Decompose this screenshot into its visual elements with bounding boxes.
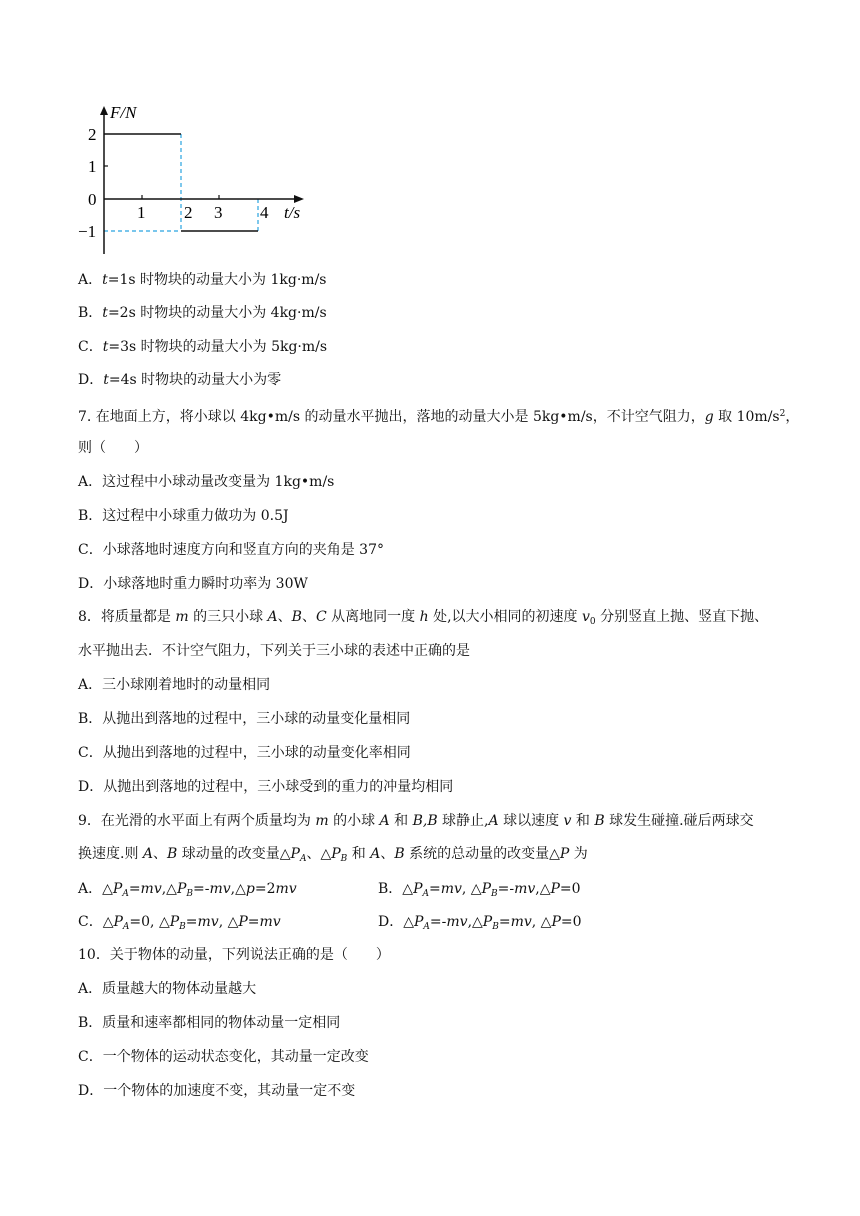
- var-mv: mv: [446, 914, 468, 930]
- var-c: C: [315, 609, 327, 625]
- option-text: =: [128, 881, 141, 897]
- var-p: P: [551, 914, 561, 930]
- subscript: A: [122, 922, 130, 932]
- option-text: =2s 时物块的动量大小为 4kg·m/s: [107, 305, 327, 321]
- var-a: A: [379, 813, 390, 829]
- var-p: P: [413, 881, 423, 897]
- q8-option-a: A．三小球刚着地时的动量相同: [78, 677, 271, 693]
- q10-option-a: A．质量越大的物体动量越大: [78, 981, 257, 997]
- var-mv: mv: [510, 914, 532, 930]
- option-prefix: D．△: [378, 914, 414, 930]
- option-prefix: B．△: [378, 881, 414, 897]
- option-text: , △: [461, 881, 482, 897]
- x-tick-label-3: 3: [214, 203, 223, 222]
- option-prefix: C．△: [78, 914, 114, 930]
- subscript: A: [422, 889, 429, 899]
- var-p: P: [113, 914, 123, 930]
- option-prefix: A．: [78, 272, 103, 288]
- stem-text: 球静止,: [437, 813, 489, 829]
- var-g: g: [704, 409, 714, 425]
- stem-text: 、: [301, 609, 316, 625]
- var-t: t: [102, 272, 108, 288]
- x-tick-label-1: 1: [137, 203, 146, 222]
- stem-text: 、: [380, 846, 395, 862]
- option-text: ,△: [161, 881, 177, 897]
- var-p: P: [482, 914, 493, 930]
- stem-text: 和: [571, 813, 595, 829]
- q7-stem-line1: [78, 404, 799, 427]
- q7-option-a: A．这过程中小球动量改变量为 1kg•m/s: [78, 474, 335, 490]
- option-text: =: [428, 881, 441, 897]
- q6-option-b: [78, 303, 327, 323]
- stem-text: 和: [347, 846, 371, 862]
- var-p: P: [176, 881, 187, 897]
- var-mv: mv: [514, 881, 536, 897]
- subscript: A: [423, 922, 430, 932]
- q8-option-d: D．从抛出到落地的过程中，三小球受到的重力的冲量均相同: [78, 779, 454, 795]
- option-text: =-: [193, 881, 210, 897]
- force-time-graph: [78, 104, 318, 260]
- var-b: B: [167, 846, 178, 862]
- x-tick-label-2: 2: [184, 203, 193, 222]
- var-p: P: [238, 914, 248, 930]
- q7-option-c: C．小球落地时速度方向和竖直方向的夹角是 37°: [78, 542, 384, 558]
- q6-option-c: [78, 337, 327, 357]
- var-p: P: [481, 881, 491, 897]
- var-mv: mv: [275, 881, 297, 897]
- option-text: =3s 时物块的动量大小为 5kg·m/s: [108, 339, 328, 355]
- var-p: p: [245, 881, 255, 897]
- var-t: t: [102, 339, 109, 355]
- option-text: ,△: [467, 914, 483, 930]
- q10-option-c: C．一个物体的运动状态变化，其动量一定改变: [78, 1049, 369, 1065]
- option-prefix: A．△: [78, 881, 113, 897]
- var-m: m: [175, 609, 189, 625]
- var-a: A: [370, 846, 381, 862]
- stem-text: 处,以大小相同的初速度: [428, 609, 582, 625]
- option-text: =: [498, 914, 511, 930]
- var-b: B,B: [412, 813, 438, 829]
- y-tick-label-1: 1: [88, 157, 97, 176]
- q8-stem-line2: 水平抛出去．不计空气阻力，下列关于三小球的表述中正确的是: [78, 643, 470, 659]
- subscript: B: [492, 922, 499, 932]
- var-mv: mv: [140, 881, 162, 897]
- stem-text: 和: [389, 813, 413, 829]
- subscript: A: [299, 854, 307, 864]
- q8-option-b: B．从抛出到落地的过程中，三小球的动量变化量相同: [78, 711, 411, 727]
- var-t: t: [102, 305, 108, 321]
- q9-stem-line1: [78, 811, 754, 831]
- var-v: v: [563, 813, 572, 829]
- q9-option-b: [378, 879, 581, 904]
- option-prefix: D．: [78, 372, 104, 388]
- var-t: t: [103, 372, 109, 388]
- var-mv: mv: [197, 914, 219, 930]
- stem-text: 、△: [306, 846, 332, 862]
- stem-text: 换速度.则: [78, 846, 143, 862]
- var-p: P: [559, 846, 570, 862]
- stem-text: 的三只小球: [188, 609, 268, 625]
- subscript: B: [186, 889, 193, 899]
- q9-stem-line2: [78, 844, 588, 869]
- var-p: P: [414, 914, 424, 930]
- stem-text: 球以速度: [498, 813, 564, 829]
- y-tick-label-2: 2: [88, 125, 97, 144]
- stem-text: 球发生碰撞.碰后两球交: [604, 813, 754, 829]
- subscript: B: [340, 854, 348, 864]
- q8-stem-line1: [78, 607, 768, 632]
- q7-stem-line2: 则（ ）: [78, 440, 148, 456]
- var-p: P: [331, 846, 341, 862]
- x-axis-label: t/s: [284, 203, 301, 222]
- var-p: P: [290, 846, 300, 862]
- q9-option-c: [78, 912, 281, 937]
- var-mv: mv: [440, 881, 462, 897]
- option-text: ,△: [230, 881, 246, 897]
- var-mv: mv: [259, 914, 281, 930]
- var-p: P: [550, 881, 560, 897]
- subscript: B: [179, 922, 186, 932]
- option-text: ,△: [535, 881, 551, 897]
- stem-text: 、: [153, 846, 168, 862]
- y-tick-label-0: 0: [88, 190, 97, 209]
- graph-svg: [78, 104, 318, 260]
- option-text: =0: [560, 914, 582, 930]
- stem-text: 分别竖直上抛、竖直下抛、: [595, 609, 769, 625]
- var-a: A: [142, 846, 154, 862]
- var-b: B: [394, 846, 405, 862]
- var-a: A: [267, 609, 278, 625]
- q10-stem: 10．关于物体的动量，下列说法正确的是（ ）: [78, 947, 390, 963]
- stem-text: 球动量的改变量△: [177, 846, 291, 862]
- var-h: h: [419, 609, 429, 625]
- option-text: =1s 时物块的动量大小为 1kg·m/s: [107, 272, 327, 288]
- stem-text: 9．在光滑的水平面上有两个质量均为: [78, 813, 316, 829]
- option-text: , △: [218, 914, 239, 930]
- stem-text: 系统的总动量的改变量△: [404, 846, 560, 862]
- y-tick-label-minus1: −1: [78, 222, 97, 241]
- option-text: =0, △: [129, 914, 170, 930]
- option-prefix: C．: [78, 339, 103, 355]
- q8-option-c: C．从抛出到落地的过程中，三小球的动量变化率相同: [78, 745, 411, 761]
- y-axis-arrow: [100, 106, 108, 115]
- var-v: v: [581, 609, 590, 625]
- var-b: B: [291, 609, 302, 625]
- option-prefix: B．: [78, 305, 103, 321]
- option-text: =0: [559, 881, 581, 897]
- x-tick-label-4: 4: [260, 203, 269, 222]
- q9-option-d: [378, 912, 582, 937]
- option-text: =4s 时物块的动量大小为零: [108, 372, 282, 388]
- option-text: =2: [254, 881, 276, 897]
- q9-option-a: [78, 879, 297, 904]
- stem-text: 从离地同一度: [326, 609, 420, 625]
- q6-option-a: [78, 270, 326, 290]
- stem-text: 的小球: [328, 813, 380, 829]
- superscript: 2: [779, 409, 786, 419]
- q7-option-d: D．小球落地时重力瞬时功率为 30W: [78, 576, 308, 592]
- option-text: =-: [497, 881, 515, 897]
- option-text: =-: [429, 914, 447, 930]
- stem-text: 取 10m/s: [713, 409, 780, 425]
- var-m: m: [315, 813, 329, 829]
- var-a: A: [488, 813, 499, 829]
- option-text: =: [185, 914, 198, 930]
- y-axis-label: F/N: [110, 104, 137, 122]
- stem-text: ，: [785, 409, 800, 425]
- var-p: P: [112, 881, 123, 897]
- subscript: B: [491, 889, 498, 899]
- stem-text: 、: [277, 609, 292, 625]
- stem-text: 8．将质量都是: [78, 609, 176, 625]
- option-text: , △: [531, 914, 552, 930]
- var-mv: mv: [209, 881, 231, 897]
- stem-text: 7. 在地面上方，将小球以 4kg•m/s 的动量水平抛出，落地的动量大小是 5kg•m/s，不计空气阻力，: [78, 409, 705, 425]
- option-text: =: [247, 914, 260, 930]
- q6-option-d: [78, 370, 281, 390]
- subscript: 0: [589, 617, 596, 627]
- x-axis-arrow: [294, 195, 304, 203]
- subscript: A: [122, 889, 129, 899]
- var-b: B: [594, 813, 605, 829]
- stem-text: 为: [569, 846, 588, 862]
- q7-option-b: B．这过程中小球重力做功为 0.5J: [78, 508, 289, 524]
- q10-option-b: B．质量和速率都相同的物体动量一定相同: [78, 1015, 341, 1031]
- var-p: P: [169, 914, 180, 930]
- q10-option-d: D．一个物体的加速度不变，其动量一定不变: [78, 1083, 356, 1099]
